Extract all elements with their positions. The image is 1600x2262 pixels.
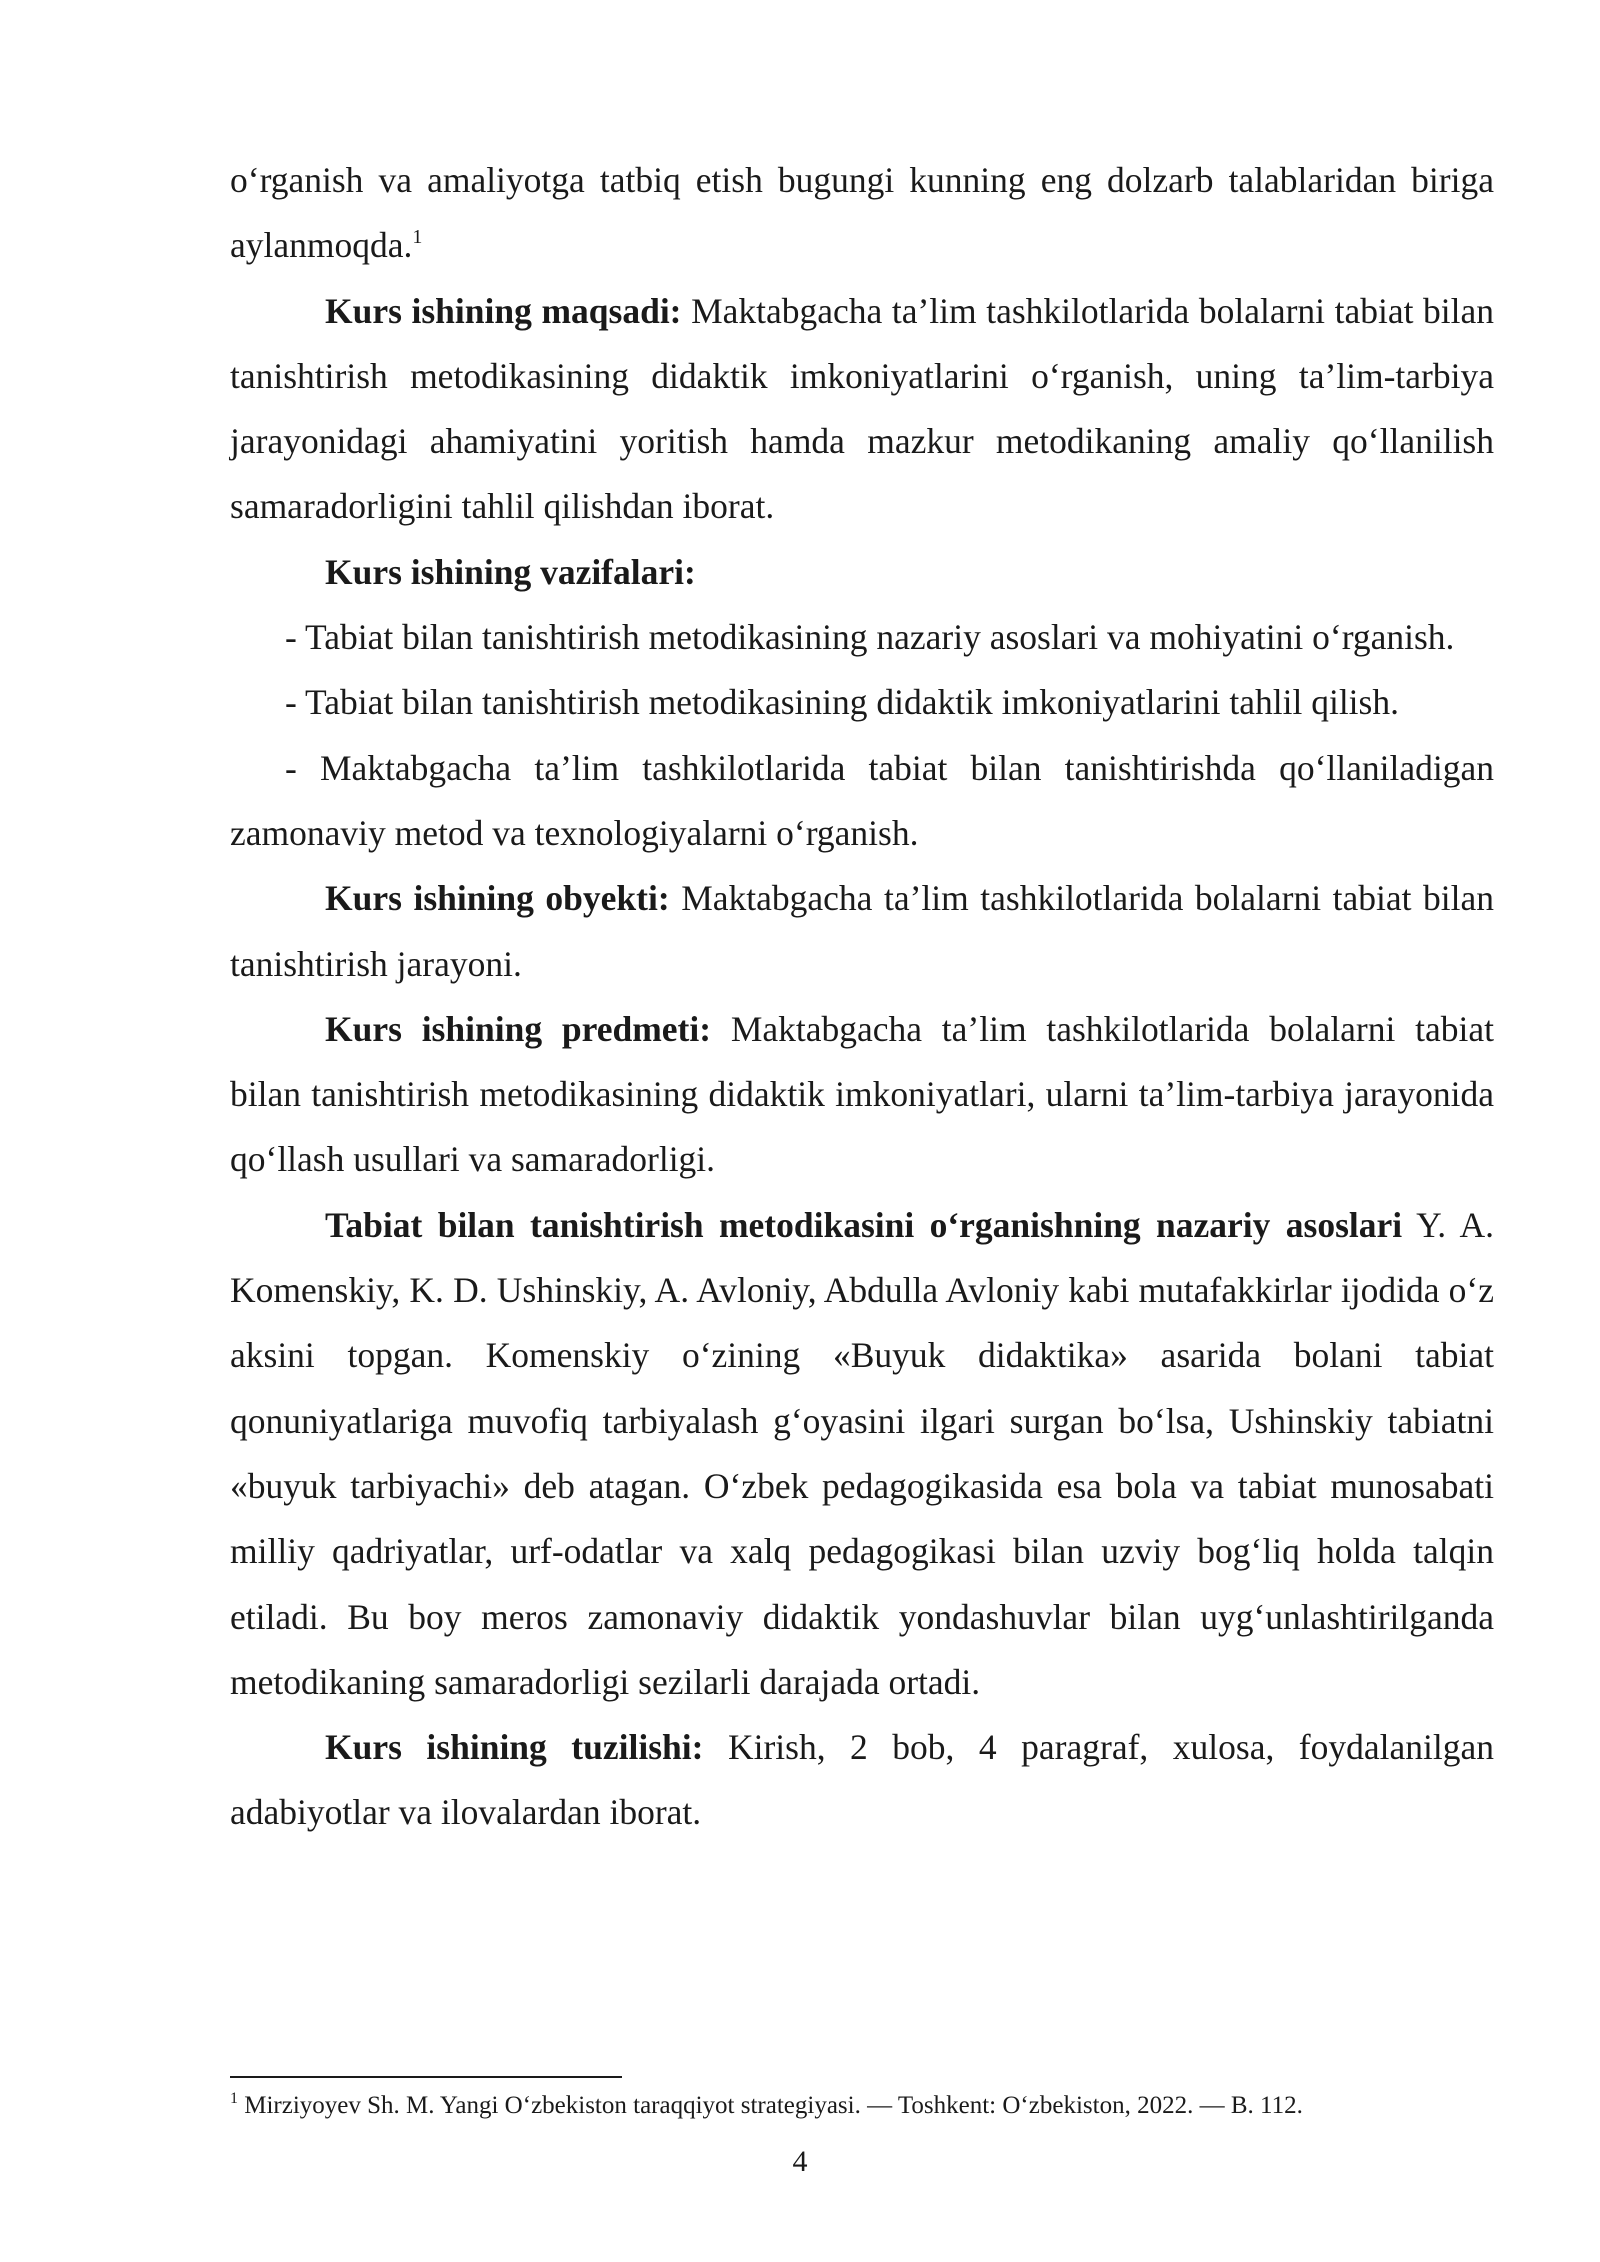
object-text: Maktabgacha ta’lim tashkilotlarida bolalarni tabiat bilan tanishtirish jarayoni. bbox=[230, 878, 1494, 984]
goal-paragraph bbox=[230, 279, 1494, 540]
task-item: - Tabiat bilan tanishtirish metodikasining didaktik imkoniyatlarini tahlil qilish. bbox=[285, 682, 1399, 723]
footnote bbox=[230, 2088, 1494, 2124]
footnote-marker: 1 bbox=[230, 2090, 238, 2107]
goal-label: Kurs ishining maqsadi: bbox=[325, 290, 682, 331]
intro-text: o‘rganish va amaliyotga tatbiq etish bugungi kunning eng dolzarb talablaridan biriga aylanmoqda. bbox=[230, 160, 1494, 266]
tasks-label: Kurs ishining vazifalari: bbox=[325, 551, 696, 592]
object-paragraph bbox=[230, 866, 1494, 997]
theory-text: Y. A. Komenskiy, K. D. Ushinskiy, A. Avloniy, Abdulla Avloniy kabi mutafakkirlar ijodida o‘z aksini topgan. Komenskiy o‘zining «Buyuk didaktika» asarida bolani tabiat qonuniyatlariga muvofiq tarbiyalash g‘oyasini ilgari surgan bo‘lsa, Ushinskiy tabiatni «buyuk tarbiyachi» deb atagan. O‘zbek pedagogikasida esa bola va tabiat munosabati milliy qadriyatlar, urf-odatlar va xalq pedagogikasi bilan uzviy bog‘liq holda talqin etiladi. Bu boy meros zamonaviy didaktik yondashuvlar bilan uyg‘unlashtirilganda metodikaning samaradorligi sezilarli darajada ortadi. bbox=[230, 1204, 1494, 1702]
page-body bbox=[230, 148, 1494, 1846]
footnote-separator bbox=[230, 2076, 622, 2078]
tasks-heading bbox=[230, 540, 1494, 605]
theory-paragraph bbox=[230, 1193, 1494, 1715]
footnote-text: Mirziyoyev Sh. M. Yangi O‘zbekiston taraqqiyot strategiyasi. — Toshkent: O‘zbekiston, 2022. — B. 112. bbox=[238, 2092, 1303, 2119]
intro-paragraph bbox=[230, 148, 1494, 279]
task-item: - Maktabgacha ta’lim tashkilotlarida tabiat bilan tanishtirishda qo‘llaniladigan zamonaviy metod va texnologiyalarni o‘rganish. bbox=[230, 747, 1494, 853]
goal-text: Maktabgacha ta’lim tashkilotlarida bolalarni tabiat bilan tanishtirish metodikasining didaktik imkoniyatlarini o‘rganish, uning ta’lim-tarbiya jarayonidagi ahamiyatini yoritish hamda mazkur metodikaning amaliy qo‘llanilish samaradorligini tahlil qilishdan iborat. bbox=[230, 290, 1494, 527]
structure-text: Kirish, 2 bob, 4 paragraf, xulosa, foydalanilgan adabiyotlar va ilovalardan iborat. bbox=[230, 1727, 1494, 1833]
structure-label: Kurs ishining tuzilishi: bbox=[325, 1727, 704, 1768]
footnote-reference: 1 bbox=[412, 226, 423, 249]
object-label: Kurs ishining obyekti: bbox=[325, 878, 670, 919]
subject-label: Kurs ishining predmeti: bbox=[325, 1008, 712, 1049]
theory-label: Tabiat bilan tanishtirish metodikasini o‘rganishning nazariy asoslari bbox=[325, 1204, 1403, 1245]
structure-paragraph bbox=[230, 1715, 1494, 1846]
task-item: - Tabiat bilan tanishtirish metodikasining nazariy asoslari va mohiyatini o‘rganish. bbox=[285, 617, 1455, 658]
page-number: 4 bbox=[792, 2145, 808, 2178]
subject-paragraph bbox=[230, 997, 1494, 1193]
subject-text: Maktabgacha ta’lim tashkilotlarida bolalarni tabiat bilan tanishtirish metodikasining didaktik imkoniyatlari, ularni ta’lim-tarbiya jarayonida qo‘llash usullari va samaradorligi. bbox=[230, 1008, 1494, 1180]
